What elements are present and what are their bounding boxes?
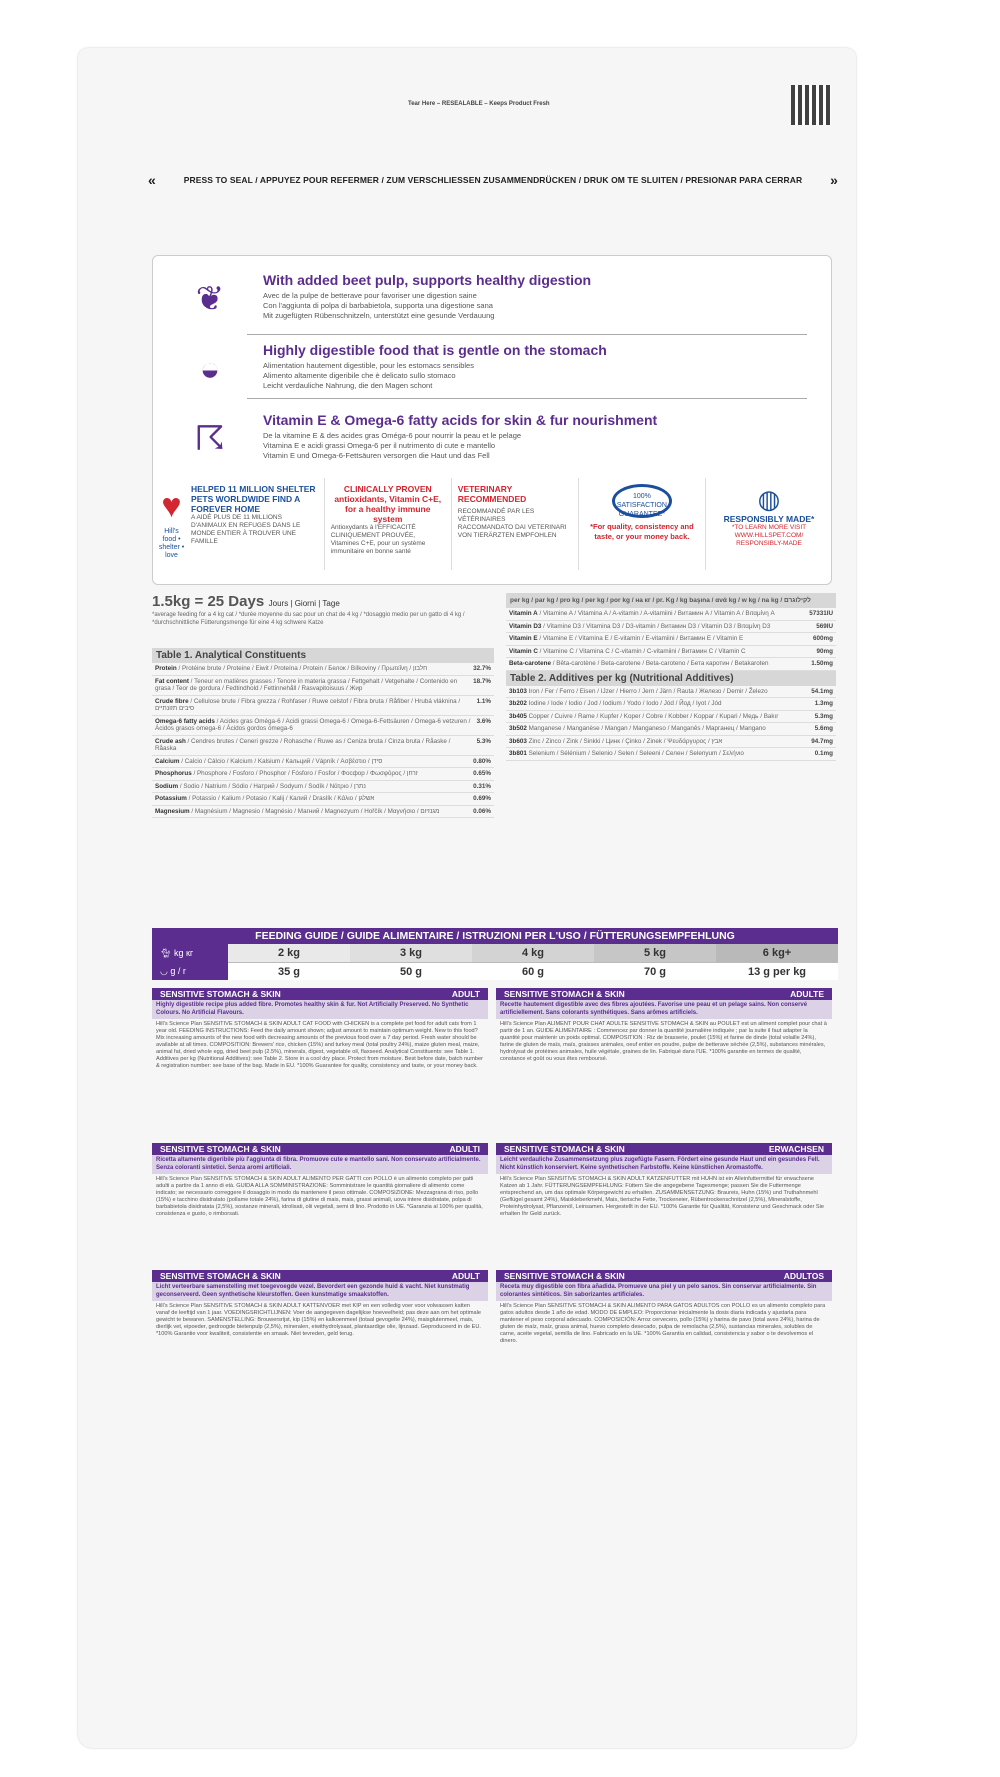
product-name: SENSITIVE STOMACH & SKIN — [504, 989, 625, 999]
block-header — [152, 1270, 488, 1282]
feeding-column — [716, 944, 838, 980]
nutrient-value: 1.3mg — [814, 700, 833, 707]
vet-subtext: RECOMMANDÉ PAR LES VÉTÉRINAIRES RACCOMANDATO DAI VETERINARI VON TIERÄRZTEN EMPFOHLEN — [457, 508, 567, 539]
days-block — [152, 593, 494, 627]
constituent-translations: / Acides gras Oméga-6 / Acidi grassi Omega-6 / Omega-6-Fettsäuren / Omega-6 vetzuren / Ácidos grasos omega-6 / Ácidos gordos ómega-6 — [155, 717, 471, 732]
chevron-right-icon: » — [830, 172, 838, 188]
block-header — [152, 988, 488, 1000]
constituent-label: Crude fibre — [155, 697, 189, 705]
nutrient-label: 3b801 — [509, 750, 527, 757]
constituent-translations: / Teneur en matières grasses / Tenore in materia grassa / Fettgehalt / Vetgehalte / Contenido en grasa / Teor de gordura / Fedtindhold / Fettinnehåll / Rasvapitoisuus / Жир — [155, 677, 458, 692]
block-intro: Leicht verdauliche Zusammensetzung plus zugefügte Fasern. Fördert eine gesunde Haut und ein gesundes Fell. Nicht künstlich konserviert. Keine synthetischen Farbstoffe. Keine künstlichen Aromastoffe. — [496, 1155, 832, 1174]
nutrient-translations: / Bêta-carotène / Beta-carotene / Beta-caroteno / Бета каротин / Betakaroten — [551, 660, 769, 667]
nutrient-label: 3b103 — [509, 687, 527, 695]
guarantee-badge — [579, 478, 706, 570]
daily-grams: 50 g — [350, 962, 472, 980]
nutrient-value: 600mg — [813, 635, 833, 642]
days-langs: Jours | Giorni | Tage — [268, 599, 340, 608]
nutrient-value: 57331IU — [809, 610, 833, 617]
product-description-block — [152, 988, 488, 1072]
language-label: ADULTOS — [783, 1271, 824, 1281]
beet-icon: ❦ — [195, 280, 225, 318]
nutrient-translations: Manganese / Manganèse / Mangan / Manganeso / Manganês / Марганец / Mangano — [526, 725, 766, 732]
benefit-title: Highly digestible food that is gentle on the stomach — [263, 342, 607, 358]
nutrient-label: Vitamin A — [509, 610, 538, 617]
block-intro: Recette hautement digestible avec des fibres ajoutées. Favorise une peau et un pelage sains. Non conservé artificiellement. Sans colorants synthétiques. Sans arômes artificiels. — [496, 1000, 832, 1019]
daily-grams: 13 g per kg — [716, 962, 838, 980]
vet-badge — [452, 478, 579, 570]
block-body: Hill's Science Plan SENSITIVE STOMACH & SKIN ADULT CAT FOOD with CHICKEN is a complete pet food for adult cats from 1 year old. FEEDING INSTRUCTIONS: Feed the daily amount shown; adjust amount to maintain optimum weight. New to this food? Mix increasing amounts of the new food with decreasing amounts of the previous food over a 7 day period. Fresh water should be available at all times. COMPOSITION: Brewers' rice, chicken (15%) and turkey meal (total poultry 24%), maize gluten meal, maize, animal fat, dried whole egg, dried beet pulp (2.5%), minerals, digest, vegetable oil, flaxseed. Analytical Constituents: see Table 1. Additives per kg (Nutritional Additives): see Table 2. Store in a cool dry place. Protect from moisture. Best before date, batch number & registration number: see base of the bag. Made in EU. *100% Guarantee for quality, consistency and taste, or your money back. — [156, 1021, 483, 1069]
block-body: Hill's Science Plan SENSITIVE STOMACH & SKIN ADULT KATTENVOER met KIP en een volledig voer voor volwassen katten vanaf de leeftijd van 1 jaar. VOEDINGSRICHTLIJNEN: Voer de aangegeven dagelijkse hoeveelheid; pas deze aan om het optimale gewicht te bewaren. SAMENSTELLING: Brouwersrijst, kip (15%) en kalkoenmeel (totaal gevogelte 24%), maisglutenmeel, mais, dierlijk vet, eipoeder, gedroogde bietenpulp (2,5%), mineralen, eiwithydrolysaat, plantaardige olie, lijnzaad. Geproduceerd in de EU. *100% Garantie voor kwaliteit, consistentie en smaak. Niet tevreden, geld terug. — [156, 1303, 481, 1337]
constituent-label: Protein — [155, 665, 177, 672]
vet-title: VETERINARY RECOMMENDED — [457, 484, 527, 504]
per-kg-header: per kg / par kg / pro kg / per kg / por kg / на кг / pr. Kg / kg başına / ανά kg / w kg / na kg / לקילוגרם — [506, 593, 836, 608]
product-description-block — [496, 1270, 832, 1347]
feeding-column — [350, 944, 472, 980]
product-name: SENSITIVE STOMACH & SKIN — [160, 1271, 281, 1281]
block-body: Hill's Science Plan SENSITIVE STOMACH & SKIN ALIMENTO PARA GATOS ADULTOS con POLLO es un alimento completo para gatos adultos desde 1 año de edad. MODO DE EMPLEO: Proporcionar inicialmente la dosis diaria indicada y ajustarla para mantener el peso corporal adecuado. COMPOSICIÓN: Arroz cervecero, pollo (15%) y harina de pavo (total aves 24%), harina de gluten de maíz, maíz, grasa animal, huevo completo desecado, pulpa de remolacha (2,5%), sustancias minerales, solubles de carne, aceite vegetal, semilla de lino. Fabricado en la UE. *100% Garantía en calidad, consistencia y sabor o te devolvemos el dinero. — [500, 1303, 826, 1344]
divider — [247, 398, 807, 399]
product-name: SENSITIVE STOMACH & SKIN — [504, 1271, 625, 1281]
constituent-name — [155, 770, 418, 778]
days-headline: 1.5kg = 25 Days — [152, 593, 265, 610]
nutrient-label: 3b603 — [509, 737, 527, 745]
constituent-value: 0.65% — [473, 770, 491, 777]
cat-weight: 2 kg — [277, 947, 300, 959]
table-row — [152, 793, 494, 806]
nutrient-translations: Selenium / Sélénium / Selenio / Selen / Seleeni / Селен / Selenyum / Σελήνιο — [526, 750, 744, 757]
benefit-title: Vitamin E & Omega-6 fatty acids for skin & fur nourishment — [263, 412, 658, 428]
daily-grams: 70 g — [594, 962, 716, 980]
nutrient-label: Beta-carotene — [509, 660, 551, 667]
table1-title: Table 1. Analytical Constituents — [152, 648, 494, 663]
clinical-title: CLINICALLY PROVEN antioxidants, Vitamin C+E, for a healthy immune system — [334, 484, 442, 524]
constituent-label: Calcium — [155, 757, 180, 765]
nutrient-translations: / Vitamine D3 / Vitamina D3 / D3-vitamin / Витамин D3 / Vitamin D3 / Βιταμίνη D3 — [541, 622, 771, 630]
product-name: SENSITIVE STOMACH & SKIN — [504, 1144, 625, 1154]
table-row — [506, 686, 836, 699]
nutrient-value: 1.50mg — [811, 660, 833, 667]
constituent-label: Magnesium — [155, 807, 190, 815]
nutrient-value: 569IU — [816, 622, 833, 630]
seal-text: PRESS TO SEAL / APPUYEZ POUR REFERMER / ZUM VERSCHLIESSEN ZUSAMMENDRÜCKEN / DRUK OM TE SLUITEN / PRESIONAR PARA CERRAR — [183, 175, 803, 185]
table-row — [152, 756, 494, 769]
constituent-translations: / Magnésium / Magnesio / Magnésio / Магний / Magnezyum / Hořčík / Μαγνήσιο / מגנזיום — [189, 807, 440, 815]
constituent-translations: / Sodio / Natrium / Sódio / Натрий / Sodyum / Sodík / Νάτριο / נתרן — [178, 782, 366, 790]
nutrient-label: 3b502 — [509, 725, 527, 732]
nutrient-value: 94.7mg — [811, 737, 833, 745]
divider — [247, 334, 807, 335]
claims-badges — [152, 478, 832, 570]
tear-here-text: Tear Here – RESEALABLE – Keeps Product Fresh — [408, 101, 550, 107]
language-label: ADULT — [451, 989, 480, 999]
block-header — [496, 988, 832, 1000]
table-row — [506, 608, 836, 621]
language-label: ERWACHSEN — [768, 1144, 824, 1154]
product-description-block — [152, 1143, 488, 1220]
nutrient-label: 3b405 — [509, 712, 527, 720]
table-row — [152, 736, 494, 756]
constituent-label: Omega-6 fatty acids — [155, 717, 215, 725]
benefit-digestion — [167, 272, 817, 332]
product-description-block — [496, 1143, 832, 1220]
nutrient-name — [509, 635, 743, 643]
constituent-label: Phosphorus — [155, 770, 192, 777]
nutrient-name — [509, 610, 775, 618]
constituent-value: 0.69% — [473, 795, 491, 802]
table-row — [506, 658, 836, 671]
nutrient-translations: / Vitamine A / Vitamina A / A-vitamin / A-vitamiini / Витамин A / Vitamin A / Βιταμίνη A — [537, 610, 775, 617]
nutrient-value: 5.3mg — [814, 712, 833, 720]
benefit-subtext: Avec de la pulpe de betterave pour favoriser une digestion saine Con l'aggiunta di polpa di barbabietola, supporta una digestione sana Mit zugefügten Rübenschnitzeln, unterstützt eine gesunde Verdauung — [263, 291, 495, 320]
nutrient-name — [509, 688, 768, 696]
responsibly-made-badge — [706, 478, 832, 570]
nutrient-name — [509, 713, 778, 721]
constituent-value: 32.7% — [473, 665, 491, 672]
shelter-title: HELPED 11 MILLION SHELTER PETS WORLDWIDE FIND A FOREVER HOME — [191, 484, 316, 514]
constituent-label: Sodium — [155, 782, 179, 790]
block-intro: Licht verteerbare samenstelling met toegevoegde vezel. Bevordert een gezonde huid & vacht. Niet kunstmatig geconserveerd. Geen synthetische kleurstoffen. Geen kunstmatige smaakstoffen. — [152, 1282, 488, 1301]
responsibly-subtext: *TO LEARN MORE VISIT WWW.HILLSPET.COM/ RESPONSIBLY-MADE — [731, 524, 807, 547]
product-description-block — [152, 1270, 488, 1340]
table-row — [152, 768, 494, 781]
constituent-translations: / Potassio / Kalium / Potasio / Kalij / Калий / Draslík / Κάλιο / אשלגן — [186, 795, 375, 802]
nutrient-label: 3b202 — [509, 700, 527, 707]
table-row — [152, 676, 494, 696]
feeding-guide-title: FEEDING GUIDE / GUIDE ALIMENTAIRE / ISTRUZIONI PER L'USO / FÜTTERUNGSEMPFEHLUNG — [152, 928, 838, 944]
constituent-name — [155, 665, 427, 673]
nutrient-value: 5.6mg — [814, 725, 833, 732]
table-row — [506, 723, 836, 736]
block-body: Hill's Science Plan SENSITIVE STOMACH & SKIN ADULT ALIMENTO PER GATTI con POLLO è un alimento completo per gatti adulti a partire da 1 anno di età. GUIDA ALLA SOMMINISTRAZIONE: Somministrare le quantità giornaliere di alimento come indicato; se necessario correggere il dosaggio in modo da mantenere il peso ottimale. COMPOSIZIONE: Mezzagrana di riso, pollo (15%) e tacchino disidratato (pollame totale 24%), farina di glutine di mais, mais, grassi animali, uova intere disidratate, polpa di barbabietola disidratata (2,5%), sostanze minerali, idrolisati, olii vegetali, semi di lino. Prodotto in UE. *Garanzia al 100% per qualità, consistenza e gusto, o rimborsati. — [156, 1176, 483, 1217]
block-body: Hill's Science Plan ALIMENT POUR CHAT ADULTE SENSITIVE STOMACH & SKIN au POULET est un aliment complet pour chat à partir de 1 an. GUIDE ALIMENTAIRE : Commencez par donner la quantité journalière indiquée ; par la suite il faut adapter la quantité pour maintenir un poids optimal. COMPOSITION : Riz de brasserie, poulet (15%) et farine de dinde (total volaille 24%), farine de gluten de maïs, maïs, graisses animales, oeuf entier en poudre, pulpe de betterave séchée (2,5%), substances minérales, hydrolysat de protéines animales, huile végétale, graines de lin. Fabriqué dans l'UE. *100% garantie en termes de qualité, constance et goût ou vous êtes remboursé. — [500, 1021, 827, 1062]
table-row — [152, 781, 494, 794]
feeding-column — [594, 944, 716, 980]
nutrient-label: Vitamin C — [509, 647, 538, 655]
table-row — [506, 736, 836, 749]
block-body: Hill's Science Plan SENSITIVE STOMACH & SKIN ADULT KATZENFUTTER mit HUHN ist ein Alleinfuttermittel für erwachsene Katzen ab 1 Jahr. FÜTTERUNGSEMPFEHLUNG: Füttern Sie die angegebene Tagesmenge; passen Sie die Futtermenge entsprechend an, um das optimale Körpergewicht zu erhalten. ZUSAMMENSETZUNG: Braureis, Huhn (15%) und Truthahnmehl (Geflügel gesamt 24%), Maiskleberkmehl, Mais, tierische Fette, Trockeneier, Rübentrockenschnitzel (2,5%), Mineralstoffe, Proteinhydrolysat, Pflanzenöl, Leinsamen. Hergestellt in der EU. *100% Garantie für Qualität, Konsistenz und Geschmack oder Sie erhalten Ihr Geld zurück. — [500, 1176, 824, 1217]
nutrient-value: 54.1mg — [811, 687, 833, 695]
cat-icon: 🐈︎ — [160, 948, 172, 958]
nutrient-label: Vitamin E — [509, 635, 538, 642]
block-intro: Ricetta altamente digeribile più l'aggiunta di fibra. Promuove cute e mantello sani. Non conservato artificialmente. Senza coloranti sintetici. Senza aromi artificiali. — [152, 1155, 488, 1174]
constituent-translations: / Cellulose brute / Fibra grezza / Rohfaser / Ruwe celstof / Fibra bruta / Råfiber / Hrubá vláknina / סיבים תזונתיים — [155, 697, 461, 712]
constituent-translations: / Cendres brutes / Ceneri grezze / Rohasche / Ruwe as / Ceniza bruta / Cinza bruta / Råaske / Råaska — [155, 737, 451, 752]
product-description-block — [496, 988, 832, 1065]
constituent-name — [155, 783, 366, 791]
table-row — [152, 663, 494, 676]
constituent-value: 5.3% — [476, 737, 491, 745]
nutrient-value: 90mg — [816, 647, 833, 655]
block-intro: Receta muy digestible con fibra añadida. Promueve una piel y un pelo sanos. Sin conservar artificialmente. Sin colorantes sintéticos. Sin saborizantes artificiales. — [496, 1282, 832, 1301]
constituent-name — [155, 678, 467, 693]
nutrient-name — [509, 750, 744, 758]
constituent-name — [155, 738, 471, 753]
feeding-column — [228, 944, 350, 980]
daily-grams: 60 g — [472, 962, 594, 980]
constituent-translations: / Protéine brute / Proteine / Eiwit / Proteína / Protein / Белок / Bílkoviny / Πρωτεΐνη / חלבון — [176, 665, 428, 672]
nutrient-translations: Copper / Cuivre / Rame / Kupfer / Koper / Cobre / Kobber / Koppar / Kupari / Медь / Bakır — [526, 712, 779, 720]
unit-g: g / r — [170, 966, 186, 976]
constituent-value: 18.7% — [473, 677, 491, 685]
nutrient-value: 0.1mg — [814, 750, 833, 757]
language-label: ADULTI — [449, 1144, 480, 1154]
table-row — [506, 711, 836, 724]
constituent-value: 1.1% — [476, 697, 491, 705]
feeding-guide — [152, 928, 838, 980]
qr-code-icon — [791, 85, 831, 125]
constituent-translations: / Calcio / Cálcio / Kalcium / Kalsium / Кальций / Vápník / Ασβέστιο / סידן — [179, 757, 383, 765]
constituent-name — [155, 808, 439, 816]
constituent-translations: / Phosphore / Fosforo / Phosphor / Fósforo / Fosfor / Фосфор / Φωσφόρος / זרחן — [191, 770, 418, 777]
table-row — [152, 716, 494, 736]
shelter-subtext: A AIDÉ PLUS DE 11 MILLIONS D'ANIMAUX EN REFUGES DANS LE MONDE ENTIER À TROUVER UNE FAMILLE — [191, 514, 301, 545]
constituent-name — [155, 758, 382, 766]
block-header — [152, 1143, 488, 1155]
table-row — [506, 748, 836, 761]
constituent-label: Crude ash — [155, 737, 186, 745]
constituent-label: Fat content — [155, 677, 189, 685]
block-header — [496, 1143, 832, 1155]
stomach-icon: ◒ — [199, 350, 221, 388]
nutrient-name — [509, 660, 769, 668]
clinical-subtext: Antioxydants à l'EFFICACITÉ CLINIQUEMENT PROUVÉE, Vitamines C+E, pour un système immunitaire en bonne santé — [330, 524, 426, 555]
responsibly-title: RESPONSIBLY MADE* — [723, 514, 815, 524]
benefit-stomach — [167, 342, 817, 402]
cat-weight: 4 kg — [521, 947, 544, 959]
constituent-name — [155, 698, 471, 713]
guarantee-seal: 100% SATISFACTION GUARANTEE* — [612, 484, 672, 518]
press-to-seal-strip[interactable] — [148, 173, 838, 187]
benefit-subtext: De la vitamine E & des acides gras Oméga-6 pour nourrir la peau et le pelage Vitamina E e acidi grassi Omega-6 per il nutrimento di cute e mantello Vitamin E und Omega-6-Fettsäuren versorgen die Haut und das Fell — [263, 431, 522, 460]
benefit-skin-fur — [167, 412, 817, 472]
days-note: *average feeding for a 4 kg cat / *durée moyenne du sac pour un chat de 4 kg / *dosaggio medio per un gatto di 4 kg / *durchschnittliche Fütterungsmenge für eine 4 kg schwere Katze — [152, 612, 465, 626]
block-header — [496, 1270, 832, 1282]
block-intro: Highly digestible recipe plus added fibre. Promotes healthy skin & fur. Not Artificially Preserved. No Synthetic Colours. No Artificial Flavours. — [152, 1000, 488, 1019]
language-label: ADULTE — [790, 989, 824, 999]
globe-icon: ◍ — [757, 484, 781, 514]
feeding-column — [472, 944, 594, 980]
nutrient-translations: / Vitamine E / Vitamina E / E-vitamin / E-vitamiini / Витамин E / Vitamin E — [537, 635, 744, 642]
shelter-badge — [152, 478, 325, 570]
table2-title: Table 2. Additives per kg (Nutritional Additives) — [506, 671, 836, 686]
clinical-badge — [325, 478, 452, 570]
chevron-left-icon: « — [148, 172, 156, 188]
cat-weight: 3 kg — [399, 947, 422, 959]
feeding-guide-labels — [152, 944, 228, 980]
product-name: SENSITIVE STOMACH & SKIN — [160, 1144, 281, 1154]
benefit-title: With added beet pulp, supports healthy digestion — [263, 272, 592, 288]
nutrient-label: Vitamin D3 — [509, 622, 542, 630]
nutrient-name — [509, 623, 770, 631]
constituent-name — [155, 718, 471, 733]
analytical-constituents-table — [152, 648, 494, 818]
table-row — [506, 633, 836, 646]
table-row — [506, 698, 836, 711]
hills-logo: ♥ Hill's food • shelter • love — [158, 487, 185, 559]
cat-weight: 6 kg+ — [762, 947, 792, 959]
language-label: ADULT — [451, 1271, 480, 1281]
nutrient-translations: Iodine / Iode / Iodio / Jod / Iodium / Yodo / Iodo / Jód / Йод / Iyot / Jód — [526, 700, 722, 707]
constituent-value: 0.80% — [473, 757, 491, 765]
vitamins-additives-table — [506, 593, 836, 761]
unit-kg: kg кг — [173, 948, 194, 958]
product-name: SENSITIVE STOMACH & SKIN — [160, 989, 281, 999]
table-row — [152, 696, 494, 716]
constituent-name — [155, 795, 374, 803]
table-row — [506, 646, 836, 659]
fur-icon: ☈ — [194, 420, 226, 458]
constituent-value: 0.31% — [473, 782, 491, 790]
guarantee-subtext: *For quality, consistency and taste, or your money back. — [590, 522, 694, 541]
nutrient-translations: Iron / Fer / Ferro / Eisen / IJzer / Hierro / Jern / Järn / Rauta / Железо / Demir / Železo — [526, 687, 768, 695]
nutrient-name — [509, 648, 746, 656]
constituent-value: 3.6% — [476, 717, 491, 725]
constituent-label: Potassium — [155, 795, 187, 802]
table-row — [506, 621, 836, 634]
nutrient-name — [509, 725, 766, 733]
product-bag-back — [78, 48, 856, 1748]
daily-grams: 35 g — [228, 962, 350, 980]
nutrient-name — [509, 738, 722, 746]
benefit-subtext: Alimentation hautement digestible, pour les estomacs sensibles Alimento altamente digeribile che è delicato sullo stomaco Leicht verdauliche Nahrung, die den Magen schont — [263, 361, 474, 390]
nutrient-translations: Zinc / Zinco / Zink / Sinkki / Цинк / Çinko / Zinek / Ψευδάργυρος / אבץ — [526, 737, 723, 745]
nutrient-translations: / Vitamine C / Vitamina C / C-vitamin / C-vitamiini / Витамин C / Vitamin C — [537, 647, 746, 655]
nutrient-name — [509, 700, 722, 708]
constituent-value: 0.06% — [473, 807, 491, 815]
table-row — [152, 806, 494, 819]
cat-weight: 5 kg — [643, 947, 666, 959]
bowl-icon: ◡ — [160, 966, 168, 976]
